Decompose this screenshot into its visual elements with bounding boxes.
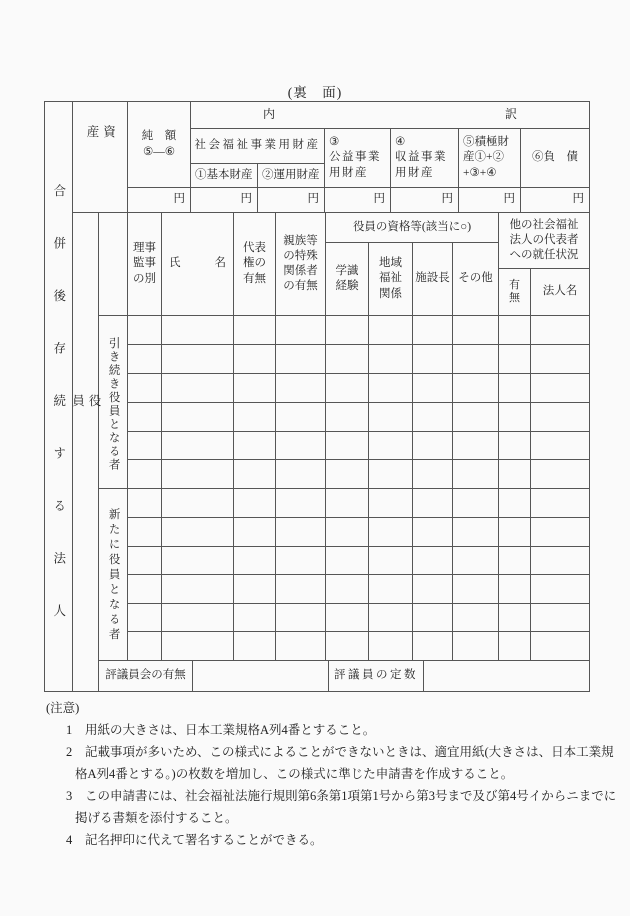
officer-empty-cell [128,489,162,518]
officer-empty-cell [499,374,531,403]
officer-empty-cell [276,632,326,661]
operating-property-header: ②運用財産 [258,164,325,188]
officer-empty-cell [326,432,369,460]
public-business-property-header: ③ 公益事業 用財産 [325,129,391,188]
officers-label-cell [70,213,101,692]
officer-empty-cell [162,489,234,518]
note-text: 記載事項が多いため、この様式によることができないときは、適宜用紙(大きさは、日本工業規 格A列4番とする。)の枚数を増加し、この様式に準じた申請書を作成すること。 [75,745,614,781]
officer-empty-cell [369,518,413,547]
yen-unit: 円 [173,193,185,206]
officer-empty-cell [276,575,326,604]
officer-empty-cell [162,460,234,489]
notes-heading: (注意) [46,701,80,715]
officer-empty-cell [453,489,499,518]
officer-empty-cell [531,432,590,460]
officer-empty-cell [499,489,531,518]
officer-empty-cell [128,460,162,489]
officer-empty-cell [499,460,531,489]
active-property-value-cell [459,188,521,213]
officer-empty-cell [499,403,531,432]
note-item [36,741,630,785]
basic-property-value-cell [191,188,258,213]
representation-header: 代表 権の 有無 [234,213,276,316]
officer-empty-cell [234,518,276,547]
officer-empty-cell [453,432,499,460]
officer-empty-cell [128,604,162,632]
officer-empty-cell [234,374,276,403]
officer-empty-cell [531,489,590,518]
merger-form-table [44,101,590,692]
officer-empty-cell [499,547,531,575]
breakdown-header-right: 訳 [504,107,517,122]
officer-empty-cell [234,316,276,345]
officer-empty-cell [369,632,413,661]
officer-empty-cell [234,632,276,661]
officer-empty-cell [162,575,234,604]
officer-empty-cell [369,489,413,518]
officer-empty-cell [276,316,326,345]
officer-empty-cell [413,460,453,489]
officer-empty-cell [128,345,162,374]
officer-empty-cell [162,632,234,661]
officer-empty-cell [413,518,453,547]
officer-empty-cell [453,632,499,661]
officer-empty-cell [531,460,590,489]
page-title: (裏 面) [287,85,343,100]
note-item [36,785,630,829]
officer-empty-cell [531,345,590,374]
officer-empty-cell [413,345,453,374]
officer-empty-cell [326,632,369,661]
officer-empty-cell [453,316,499,345]
operating-property-value-cell [258,188,325,213]
officer-empty-cell [413,547,453,575]
officer-empty-cell [234,403,276,432]
officer-empty-cell [499,604,531,632]
officer-empty-cell [413,604,453,632]
officer-empty-cell [234,345,276,374]
notes-section [36,697,630,851]
officer-empty-cell [162,604,234,632]
officer-empty-cell [413,316,453,345]
officer-empty-cell [128,432,162,460]
net-amount-value-cell [128,188,191,213]
note-item [36,829,630,851]
yen-unit: 円 [307,193,319,206]
corp-name-header: 法人名 [531,269,590,316]
officer-empty-cell [162,547,234,575]
officer-empty-cell [499,345,531,374]
officer-empty-cell [413,432,453,460]
officer-empty-cell [413,374,453,403]
officer-empty-cell [369,403,413,432]
officer-empty-cell [369,345,413,374]
active-property-header: ⑤積極財 産①+② +③+④ [459,129,521,188]
officer-empty-cell [276,518,326,547]
officer-empty-cell [162,432,234,460]
officer-empty-cell [326,374,369,403]
officer-empty-cell [453,604,499,632]
liabilities-header: ⑥負 債 [521,129,590,188]
officer-empty-cell [234,575,276,604]
officer-empty-cell [128,632,162,661]
officer-empty-cell [413,489,453,518]
officer-empty-cell [453,460,499,489]
yen-unit: 円 [503,193,515,206]
officer-empty-cell [234,489,276,518]
officer-empty-cell [531,632,590,661]
other-corp-assignment-header: 他の社会福祉 法人の代表者 への就任状況 [499,213,590,269]
note-item [36,719,630,741]
officer-empty-cell [413,632,453,661]
officer-empty-cell [162,316,234,345]
continuing-officers-label-cell [99,316,128,489]
qualifications-header: 役員の資格等(該当に○) [326,213,499,243]
officer-empty-cell [276,547,326,575]
officer-empty-cell [326,316,369,345]
basic-property-header: ①基本財産 [191,164,258,188]
community-welfare-header: 地域 福祉 関係 [369,243,413,316]
net-amount-header: 純 額 ⑤―⑥ [128,102,191,188]
council-presence-label-cell: 評議員会の有無 [99,661,193,692]
officer-empty-cell [326,547,369,575]
councilor-quota-value-cell [424,661,590,692]
note-text: この申請書には、社会福祉法施行規則第6条第1項第1号から第3号まで及び第4号イからニまでに 掲げる書類を添付すること。 [75,789,617,825]
officer-empty-cell [499,518,531,547]
officer-empty-cell [162,345,234,374]
officer-empty-cell [128,518,162,547]
officer-empty-cell [369,374,413,403]
facility-head-header: 施設長 [413,243,453,316]
officer-empty-cell [276,604,326,632]
note-text: 用紙の大きさは、日本工業規格A列4番とすること。 [85,723,376,737]
officer-empty-cell [369,316,413,345]
officer-empty-cell [234,547,276,575]
officer-empty-cell [531,374,590,403]
officer-empty-cell [453,345,499,374]
relatives-header: 親族等 の特殊 関係者 の有無 [276,213,326,316]
yen-unit: 円 [373,193,385,206]
note-number: 4 [66,833,73,847]
officer-empty-cell [162,374,234,403]
yen-unit: 円 [240,193,252,206]
officer-empty-cell [369,432,413,460]
officer-empty-cell [413,403,453,432]
director-auditor-header: 理事 監事 の別 [128,213,162,316]
academic-header: 学識 経験 [326,243,369,316]
note-text: 記名押印に代えて署名することができる。 [85,833,323,847]
officer-empty-cell [499,316,531,345]
note-number: 1 [66,723,73,737]
officer-empty-cell [531,316,590,345]
councilor-quota-label-cell: 評議員の定数 [329,661,424,692]
officer-empty-cell [234,460,276,489]
officer-empty-cell [531,518,590,547]
officer-empty-cell [234,432,276,460]
other-header: その他 [453,243,499,316]
officer-empty-cell [276,489,326,518]
public-business-value-cell [325,188,391,213]
officer-empty-cell [276,345,326,374]
officer-empty-cell [453,374,499,403]
breakdown-header [191,102,590,129]
officer-empty-cell [326,604,369,632]
new-officers-label: 新たに役員となる者 [107,508,120,643]
officer-name-header [162,213,234,316]
officer-empty-cell [326,403,369,432]
officer-empty-cell [453,547,499,575]
officer-empty-cell [499,432,531,460]
officer-empty-cell [128,403,162,432]
officer-empty-cell [128,374,162,403]
officer-empty-cell [326,345,369,374]
officer-empty-cell [531,604,590,632]
officer-empty-cell [499,632,531,661]
officer-empty-cell [234,604,276,632]
continuing-officers-label: 引き続き役員となる者 [107,337,120,472]
breakdown-header-left: 内 [263,107,276,122]
officer-name-header-right: 名 [214,257,226,270]
officer-empty-cell [531,547,590,575]
yen-unit: 円 [572,193,584,206]
officer-empty-cell [369,460,413,489]
officer-empty-cell [369,604,413,632]
profit-business-value-cell [391,188,459,213]
note-number: 2 [66,745,73,759]
officer-empty-cell [326,489,369,518]
surviving-corp-label: 合併後存続する法人 [51,184,66,657]
new-officers-label-cell [99,489,128,661]
presence-header: 有 無 [499,269,531,316]
officer-empty-cell [369,547,413,575]
officer-empty-cell [326,518,369,547]
officer-empty-cell [162,403,234,432]
officer-empty-cell [128,575,162,604]
officer-empty-cell [276,460,326,489]
welfare-property-header: 社会福祉事業用財産 [191,129,325,164]
officer-empty-cell [162,518,234,547]
officer-empty-cell [531,575,590,604]
officer-empty-cell [413,575,453,604]
profit-business-property-header: ④ 収益事業 用財産 [391,129,459,188]
officer-empty-cell [276,432,326,460]
officer-empty-cell [128,316,162,345]
officer-empty-cell [453,403,499,432]
officer-spacer-cell [99,213,128,316]
assets-label-cell [73,102,128,213]
liabilities-value-cell [521,188,590,213]
officer-empty-cell [369,575,413,604]
council-presence-value-cell [193,661,329,692]
yen-unit: 円 [441,193,453,206]
officer-empty-cell [276,374,326,403]
officer-name-header-left: 氏 [169,257,181,270]
assets-label: 資産 [85,125,116,200]
officer-empty-cell [326,575,369,604]
officer-empty-cell [499,575,531,604]
officer-empty-cell [453,575,499,604]
officer-empty-cell [128,547,162,575]
officers-label: 役員 [70,394,101,624]
officer-empty-cell [453,518,499,547]
officer-empty-cell [326,460,369,489]
officer-empty-cell [531,403,590,432]
note-number: 3 [66,789,73,803]
officer-empty-cell [276,403,326,432]
